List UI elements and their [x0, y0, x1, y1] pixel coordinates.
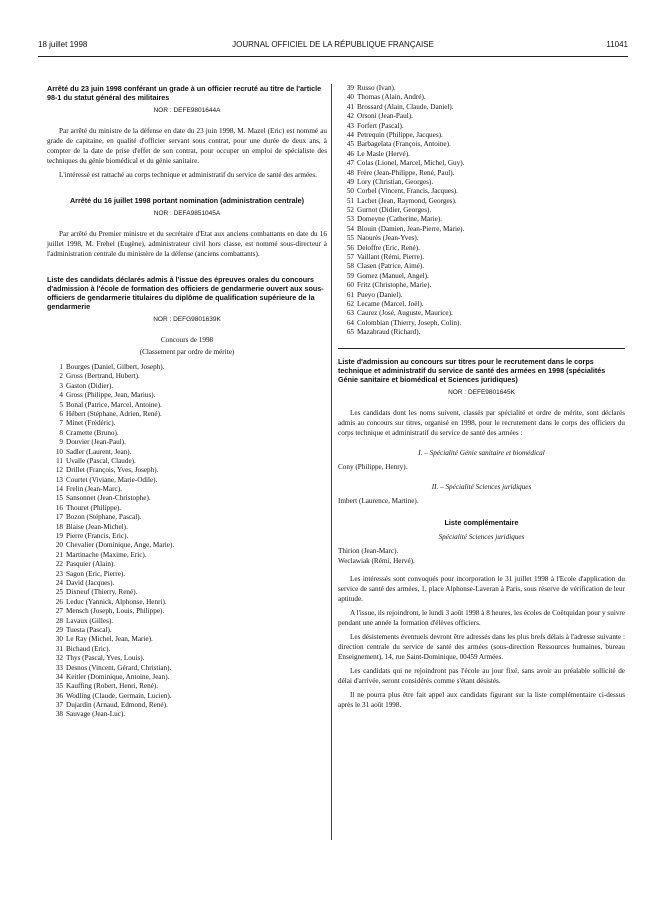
candidate-item	[338, 140, 625, 149]
candidate-rank: 7	[59, 419, 63, 428]
liste-complementaire-heading: Liste complémentaire	[444, 517, 519, 527]
nor-reference: NOR : DEFE9801644A	[153, 107, 221, 114]
candidate-rank: 35	[55, 682, 63, 691]
candidate-item	[338, 178, 625, 187]
candidate-item	[47, 635, 327, 644]
candidate-item	[338, 234, 625, 243]
section-title: Liste d'admission au concours sur titres pour le recrutement dans le corps technique et administratif du service de santé des armées en 1998 (spécialités Génie sanitaire et biomédical et Sciences juridiques)	[338, 356, 606, 384]
specialty-heading: II. – Spécialité Sciences juridiques	[431, 482, 532, 491]
candidate-rank: 37	[55, 701, 63, 710]
candidate-item	[338, 169, 625, 178]
candidate-item	[47, 363, 327, 372]
candidate-rank: 48	[346, 168, 354, 177]
candidate-name: Brossard (Alain, Claude, Daniel).	[357, 102, 454, 111]
closing-paragraph: Les désistements éventuels devront être adressés dans les plus brefs délais à l'adresse suivante : direction centrale du service de santé des armées (sous-direction Ressources humaines, bureau Enseignement), 14, rue Saint-Dominique, 00459 Armées.	[338, 632, 625, 661]
candidate-item	[47, 710, 327, 719]
candidate-name: Fritz (Christophe, Marie).	[357, 281, 432, 290]
candidate-name: Courtet (Viviane, Marie-Odile).	[66, 475, 158, 484]
candidate-rank: 16	[55, 503, 63, 512]
candidate-name: Russo (Ivan).	[357, 84, 396, 92]
candidate-rank: 62	[346, 299, 354, 308]
nor-reference: NOR : DEFG9801639K	[153, 316, 221, 323]
candidate-name: Kauffing (Robert, Henri, René).	[66, 682, 159, 691]
candidate-rank: 9	[59, 438, 63, 447]
candidate-name: Pueyo (Daniel).	[357, 290, 403, 299]
candidate-rank: 61	[346, 290, 354, 299]
candidate-item	[47, 448, 327, 457]
nor-reference: NOR : DEFE9801645K	[448, 388, 515, 396]
candidate-item	[47, 617, 327, 626]
candidate-rank: 1	[59, 363, 63, 371]
specialty-heading: I. – Spécialité Génie sanitaire et biomédical	[418, 448, 545, 457]
paragraph: Par arrêté du Premier ministre et du secrétaire d'Etat aux anciens combattants en date du 16 juillet 1998, M. Frehel (Eugène), administrateur civil hors classe, est nommé sous-directeur à l'administration centrale du ministère de la défense (anciens combattants).	[47, 230, 327, 258]
candidate-name: Bichaud (Eric).	[66, 644, 111, 653]
candidate-rank: 34	[55, 672, 63, 681]
column-divider	[331, 84, 332, 840]
candidate-name: Keitler (Dominique, Antoine, Jean).	[66, 672, 170, 681]
candidate-item	[47, 494, 327, 503]
page-header	[38, 40, 628, 54]
section-title: Arrêté du 23 juin 1998 conférant un grade à un officier recruté au titre de l'article 98-1 du statut général des militaires	[47, 84, 322, 102]
candidate-name: Le Masle (Hervé).	[357, 149, 410, 158]
candidate-name: Cramette (Bruno).	[66, 428, 119, 437]
candidate-rank: 10	[55, 447, 63, 456]
candidate-rank: 39	[346, 84, 354, 92]
candidate-name: Drillet (François, Yves, Joseph).	[66, 466, 159, 475]
candidate-name: Vaillant (Rémi, Pierre).	[357, 253, 425, 262]
candidate-item	[47, 682, 327, 691]
classement-note: (Classement par ordre de mérite)	[139, 348, 235, 356]
candidate-rank: 20	[55, 541, 63, 550]
candidate-item	[47, 523, 327, 532]
candidate-rank: 65	[346, 328, 354, 337]
candidate-name: Colas (Lionel, Marcel, Michel, Guy).	[357, 159, 465, 168]
candidate-item	[338, 309, 625, 318]
candidate-item	[47, 466, 327, 475]
candidate-item	[47, 457, 327, 466]
candidate-item	[47, 645, 327, 654]
candidate-name: Douvier (Jean-Paul).	[66, 438, 126, 447]
candidate-item	[338, 103, 625, 112]
candidate-item	[47, 504, 327, 513]
candidate-rank: 58	[346, 262, 354, 271]
left-column	[47, 84, 327, 720]
candidate-name: Lavaux (Gilles).	[66, 616, 114, 625]
candidate-item	[338, 150, 625, 159]
candidate-rank: 33	[55, 663, 63, 672]
candidate-rank: 27	[55, 607, 63, 616]
section-arrete-grade	[47, 84, 327, 180]
candidate-rank: 47	[346, 159, 354, 168]
candidate-rank: 19	[55, 532, 63, 541]
candidate-item	[338, 328, 625, 337]
candidate-rank: 50	[346, 187, 354, 196]
candidate-list-right	[338, 84, 625, 338]
right-column	[338, 84, 625, 714]
admitted-name: Imbert (Laurence, Martine).	[338, 496, 419, 505]
candidate-name: Sansonnet (Jean-Christophe).	[66, 494, 151, 503]
section-divider	[338, 348, 625, 349]
candidate-rank: 63	[346, 309, 354, 318]
candidate-rank: 24	[55, 578, 63, 587]
candidate-item	[338, 253, 625, 262]
candidate-item	[338, 93, 625, 102]
candidate-name: Wodling (Claude, Germain, Lucien).	[66, 691, 172, 700]
nor-reference: NOR : DEFA9851045A	[153, 210, 221, 217]
candidate-rank: 15	[55, 494, 63, 503]
candidate-item	[47, 372, 327, 381]
candidate-item	[338, 159, 625, 168]
paragraph: L'intéressé est rattaché au corps technique et administratif du service de santé des armées.	[59, 171, 317, 179]
candidate-name: Blouin (Damien, Jean-Pierre, Marie).	[357, 224, 465, 233]
candidate-item	[47, 419, 327, 428]
candidate-item	[47, 664, 327, 673]
closing-paragraph: Les intéressés sont convoqués pour incorporation le 31 juillet 1998 à l'Ecole d'application du service de santé des armées, 1, place Alphonse-Laveran à Paris, sous réserve de vérification de leur aptitude.	[338, 574, 625, 603]
candidate-item	[47, 485, 327, 494]
candidate-rank: 56	[346, 243, 354, 252]
candidate-rank: 3	[59, 381, 63, 390]
candidate-rank: 5	[59, 400, 63, 409]
candidate-item	[47, 598, 327, 607]
candidate-name: Sagon (Eric, Pierre).	[66, 569, 126, 578]
candidate-rank: 60	[346, 281, 354, 290]
complementary-name: Thirion (Jean-Marc).	[338, 546, 399, 555]
candidate-rank: 18	[55, 522, 63, 531]
candidate-name: Dixneuf (Thierry, René).	[66, 588, 138, 597]
candidate-name: Sadler (Laurent, Jean).	[66, 447, 132, 456]
candidate-name: Desnos (Vincent, Gérard, Christian).	[66, 663, 172, 672]
candidate-item	[47, 607, 327, 616]
candidate-item	[338, 272, 625, 281]
candidate-rank: 32	[55, 654, 63, 663]
candidate-rank: 21	[55, 550, 63, 559]
candidate-name: Hébert (Stéphane, Adrien, René).	[66, 409, 162, 418]
complementary-name: Weclawiak (Rémi, Hervé).	[338, 556, 415, 565]
paragraph: Par arrêté du ministre de la défense en date du 23 juin 1998, M. Mazel (Eric) est nommé au grade de capitaine, en qualité d'officier servant sous contrat, pour une durée de deux ans, à compter de la date de prise d'effet de son contrat, pour occuper un emploi de spécialiste des techniques du génie biomédical et du génie sanitaire.	[47, 127, 327, 165]
candidate-rank: 42	[346, 112, 354, 121]
candidate-name: Mensch (Joseph, Louis, Philippe).	[66, 607, 165, 616]
candidate-name: Gross (Philippe, Jean, Marius).	[66, 391, 156, 400]
candidate-item	[338, 206, 625, 215]
candidate-rank: 2	[59, 372, 63, 381]
candidate-name: Bozon (Stéphane, Pascal).	[66, 513, 142, 522]
candidate-item	[47, 692, 327, 701]
candidate-item	[47, 673, 327, 682]
candidate-name: Sauvage (Jean-Luc).	[66, 710, 126, 719]
candidate-name: Gaston (Didier).	[66, 381, 114, 390]
candidate-name: Lory (Christian, Georges).	[357, 177, 434, 186]
candidate-name: Blaise (Jean-Michel).	[66, 522, 128, 531]
candidate-name: Dujardin (Arnaud, Edmond, René).	[66, 701, 168, 710]
candidate-item	[338, 84, 625, 93]
candidate-rank: 17	[55, 513, 63, 522]
candidate-name: Domeyne (Catherine, Marie).	[357, 215, 443, 224]
candidate-name: Thomas (Alain, André).	[357, 93, 426, 102]
candidate-item	[47, 588, 327, 597]
candidate-name: Lecame (Marcel, Joël).	[357, 299, 424, 308]
section-liste-gendarmerie	[47, 275, 327, 720]
candidate-name: Bourges (Daniel, Gilbert, Joseph).	[66, 363, 165, 371]
candidate-rank: 46	[346, 149, 354, 158]
candidate-name: Colombian (Thierry, Joseph, Colin).	[357, 318, 462, 327]
candidate-rank: 57	[346, 253, 354, 262]
candidate-rank: 44	[346, 130, 354, 139]
candidate-rank: 29	[55, 625, 63, 634]
candidate-item	[47, 560, 327, 569]
candidate-name: Orsoni (Jean-Paul).	[357, 112, 413, 121]
candidate-item	[338, 131, 625, 140]
candidate-item	[338, 244, 625, 253]
candidate-name: Le Ray (Michel, Jean, Marie).	[66, 635, 153, 644]
candidate-item	[47, 438, 327, 447]
candidate-rank: 55	[346, 234, 354, 243]
candidate-rank: 28	[55, 616, 63, 625]
candidate-item	[47, 654, 327, 663]
candidate-item	[47, 429, 327, 438]
candidate-name: Leduc (Yannick, Alphonse, Henri).	[66, 597, 167, 606]
candidate-item	[338, 300, 625, 309]
candidate-name: Pierre (Francis, Eric).	[66, 532, 129, 541]
candidate-rank: 12	[55, 466, 63, 475]
candidate-rank: 25	[55, 588, 63, 597]
candidate-rank: 31	[55, 644, 63, 653]
candidate-name: Corbel (Vincent, Francis, Jacques).	[357, 187, 458, 196]
candidate-name: Clasen (Patrice, Aimé).	[357, 262, 425, 271]
candidate-name: Gross (Bertrand, Hubert).	[66, 372, 140, 381]
candidate-name: Naourès (Jean-Yves).	[357, 234, 419, 243]
specialty-heading: Spécialité Sciences juridiques	[438, 532, 525, 541]
candidate-name: Pasquier (Alain).	[66, 560, 116, 569]
closing-paragraph: A l'issue, ils rejoindront, le lundi 3 août 1998 à 8 heures, les écoles de Coëtquidan pour y suivre pendant une année la formation d'élèves officiers.	[338, 608, 625, 627]
candidate-item	[47, 391, 327, 400]
candidate-item	[338, 262, 625, 271]
candidate-item	[338, 319, 625, 328]
candidate-rank: 41	[346, 102, 354, 111]
candidate-rank: 59	[346, 271, 354, 280]
candidate-rank: 38	[55, 710, 63, 719]
section-title: Arrêté du 16 juillet 1998 portant nomination (administration centrale)	[69, 196, 305, 205]
candidate-item	[338, 215, 625, 224]
candidate-name: Deloffre (Eric, René).	[357, 243, 420, 252]
candidate-name: Lachet (Jean, Raymond, Georges).	[357, 196, 457, 205]
candidate-rank: 52	[346, 206, 354, 215]
candidate-rank: 22	[55, 560, 63, 569]
candidate-item	[47, 541, 327, 550]
candidate-name: Barbagelata (François, Antoine).	[357, 140, 451, 149]
candidate-name: Petrequin (Philippe, Jacques).	[357, 130, 443, 139]
admitted-name: Cony (Philippe, Henry).	[338, 462, 408, 471]
candidate-rank: 49	[346, 177, 354, 186]
candidate-rank: 40	[346, 93, 354, 102]
candidate-item	[47, 476, 327, 485]
candidate-name: Gurnot (Didier, Georges).	[357, 206, 432, 215]
candidate-item	[47, 532, 327, 541]
candidate-rank: 45	[346, 140, 354, 149]
section-arrete-nomination	[47, 196, 327, 259]
candidate-item	[47, 513, 327, 522]
candidate-item	[338, 197, 625, 206]
candidate-item	[47, 701, 327, 710]
section-title: Liste des candidats déclarés admis à l'issue des épreuves orales du concours d'admission à l'école de formation des officiers de gendarmerie ouvert aux sous-officiers de gendarmerie titulaires du diplôme de qualification supérieure de la gendarmerie	[47, 275, 324, 311]
closing-paragraph: Les candidats qui ne rejoindront pas l'école au jour fixé, sans avoir au préalable sollicité de délai d'arrivée, seront considérés comme s'étant désistés.	[338, 666, 625, 685]
candidate-name: Bonal (Patrice, Marcel, Antoine).	[66, 400, 162, 409]
candidate-item	[338, 225, 625, 234]
candidate-rank: 43	[346, 121, 354, 130]
candidate-rank: 8	[59, 428, 63, 437]
candidate-item	[47, 382, 327, 391]
candidate-name: Forfert (Pascal).	[357, 121, 404, 130]
candidate-rank: 23	[55, 569, 63, 578]
candidate-item	[338, 122, 625, 131]
closing-paragraph: Il ne pourra plus être fait appel aux candidats figurant sur la liste complémentaire ci-dessus après le 31 août 1998.	[338, 690, 625, 709]
candidate-item	[47, 410, 327, 419]
candidate-name: Gomez (Manuel, Angel).	[357, 271, 429, 280]
candidate-name: Minet (Frédéric).	[66, 419, 116, 428]
candidate-rank: 11	[56, 456, 63, 465]
candidate-name: Tuesta (Pascal).	[66, 625, 112, 634]
candidate-item	[338, 112, 625, 121]
candidate-rank: 36	[55, 691, 63, 700]
candidate-rank: 64	[346, 318, 354, 327]
candidate-name: Caurez (José, Auguste, Maurice).	[357, 309, 453, 318]
header-rule	[38, 56, 628, 57]
candidate-item	[338, 281, 625, 290]
candidate-name: Frère (Jean-Philippe, René, Paul).	[357, 168, 455, 177]
candidate-rank: 53	[346, 215, 354, 224]
section-liste-admission-sante	[338, 357, 625, 710]
header-page-number: 11041	[606, 40, 628, 49]
candidate-item	[47, 570, 327, 579]
candidate-item	[47, 551, 327, 560]
candidate-rank: 30	[55, 635, 63, 644]
candidate-name: David (Jacques).	[66, 578, 115, 587]
concours-heading: Concours de 1998	[160, 336, 214, 344]
candidate-item	[338, 291, 625, 300]
candidate-name: Frelin (Jean-Marc).	[66, 485, 122, 494]
candidate-name: Martinache (Maxime, Eric).	[66, 550, 147, 559]
candidate-name: Chevalier (Dominique, Ange, Marie).	[66, 541, 175, 550]
header-journal-title: JOURNAL OFFICIEL DE LA RÉPUBLIQUE FRANÇAISE	[232, 40, 434, 49]
candidate-name: Thys (Pascal, Yves, Louis).	[66, 654, 145, 663]
candidate-name: Mazabraud (Richard).	[357, 328, 421, 337]
candidate-rank: 6	[59, 409, 63, 418]
candidate-rank: 54	[346, 224, 354, 233]
candidate-rank: 4	[59, 391, 63, 400]
candidate-rank: 14	[55, 485, 63, 494]
candidate-list-left	[47, 363, 327, 720]
candidate-item	[47, 579, 327, 588]
candidate-name: Thouret (Philippe).	[66, 503, 122, 512]
candidate-rank: 26	[55, 597, 63, 606]
candidate-item	[47, 626, 327, 635]
candidate-item	[47, 401, 327, 410]
intro-paragraph: Les candidats dont les noms suivent, classés par spécialité et ordre de mérite, sont déclarés admis au concours sur titres, organisé en 1998, pour le recrutement dans le corps des officiers du corps technique et administratif du service de santé des armées :	[338, 408, 625, 437]
candidate-rank: 51	[346, 196, 354, 205]
header-date: 18 juillet 1998	[38, 40, 88, 49]
candidate-name: Uvalle (Pascal, Claude).	[66, 456, 136, 465]
candidate-item	[338, 187, 625, 196]
candidate-rank: 13	[55, 475, 63, 484]
